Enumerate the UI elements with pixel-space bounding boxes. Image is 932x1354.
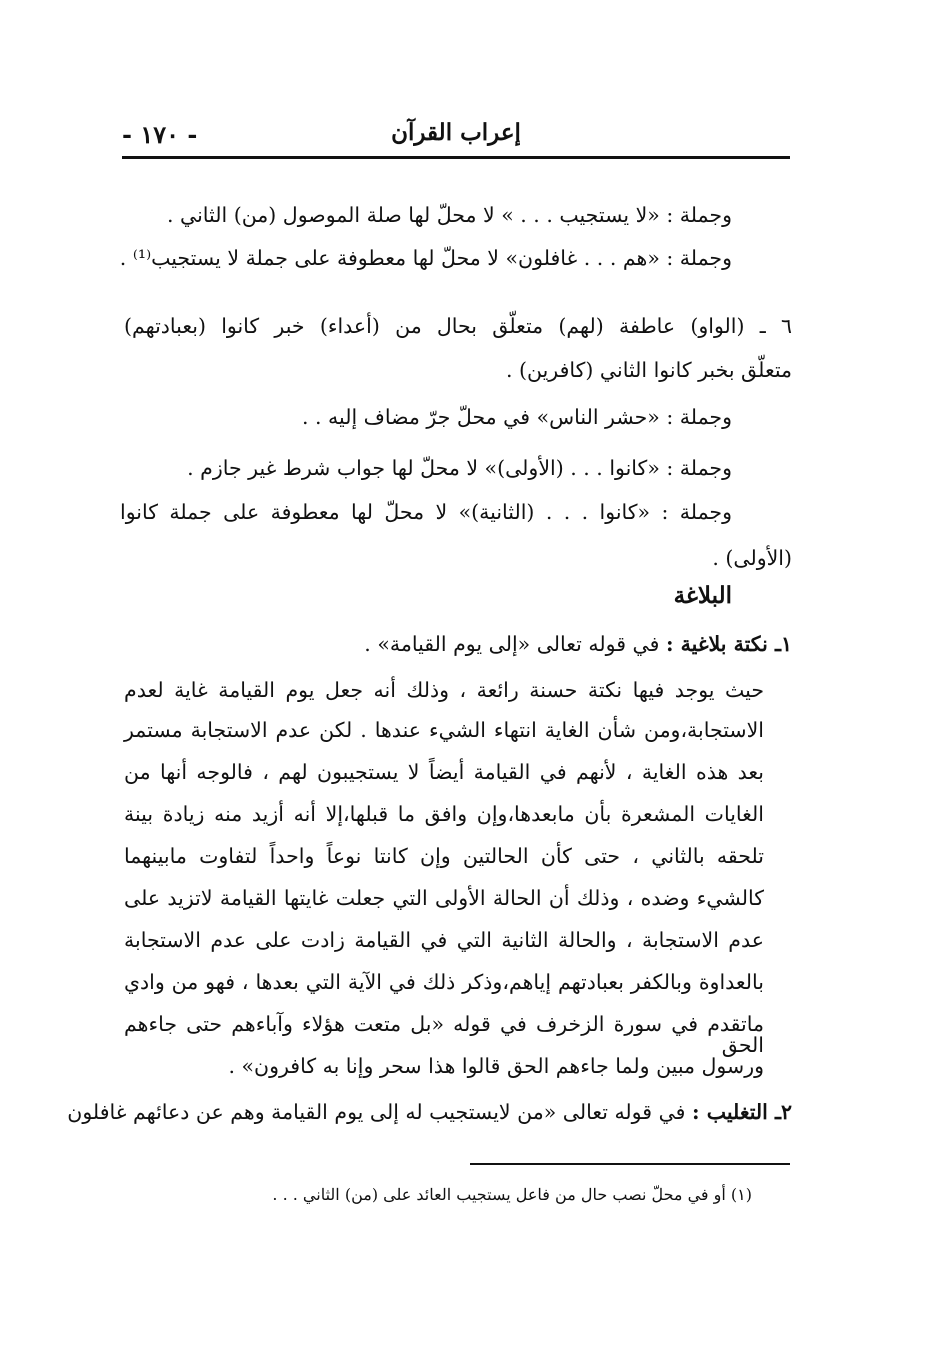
footnote-rule (470, 1163, 790, 1165)
paragraph-line: حيث يوجد فيها نكتة حسنة رائعة ، وذلك أنه جعل يوم القيامة غاية لعدم (124, 678, 764, 702)
text-line: وجملة : «حشر الناس» في محلّ جرّ مضاف إليه . . (301, 405, 732, 429)
paragraph-line: بالعداوة وبالكفر بعبادتهم إياهم،وذكر ذلك في الآية التي بعدها ، فهو من وادي (124, 970, 764, 994)
section-heading: البلاغة (673, 582, 732, 609)
item-2 (67, 1100, 792, 1132)
paragraph-line: الاستجابة،ومن شأن الغاية انتهاء الشيء عندها . لكن عدم الاستجابة مستمر (124, 718, 764, 742)
item-1-text: في قوله تعالى «إلى يوم القيامة» . (364, 632, 660, 656)
paragraph-line: بعد هذه الغاية ، لأنهم في القيامة أيضاً لا يستجيبون لهم ، فالوجه أنها من (124, 760, 764, 784)
text-line: وجملة : «كانوا . . . (الأولى)» لا محلّ لها جواب شرط غير جازم . (187, 456, 732, 480)
item-1 (364, 634, 792, 655)
text-line: متعلّق بخبر كانوا الثاني (كافرين) . (505, 358, 792, 382)
paragraph-line: كالشيء وضده ، وذلك أن الحالة الأولى التي جعلت غايتها القيامة لاتزيد على (124, 886, 764, 910)
paragraph-line: ورسول مبين ولما جاءهم الحق قالوا هذا سحر وإنا به كافرون» . (228, 1054, 764, 1078)
item-2-text: في قوله تعالى «من لايستجيب له إلى يوم القيامة وهم عن دعائهم غافلون (67, 1100, 686, 1124)
book-title: إعراب القرآن (391, 118, 521, 146)
header-rule (122, 156, 790, 159)
text-line: وجملة : «لا يستجيب . . . » لا محلّ لها صلة الموصول (من) الثاني . (166, 203, 732, 227)
text-line: وجملة : «هم . . . غافلون» لا محلّ لها معطوفة على جملة لا يستجيب⁽¹⁾ . (119, 246, 732, 270)
paragraph-line: تلحقه بالثاني ، حتى كأن الحالتين وإن كانتا نوعاً واحداً لتفاوت مابينهما (124, 844, 764, 868)
running-header (122, 112, 790, 152)
paragraph-line: عدم الاستجابة ، والحالة الثانية التي في القيامة زادت على عدم الاستجابة (124, 928, 764, 952)
footnote: (١) أو في محلّ نصب حال من فاعل يستجيب العائد على (من) الثاني . . . (272, 1185, 752, 1204)
paragraph-line: الغايات المشعرة بأن مابعدها،وإن وافق ما قبلها،إلا أنه أزيد منه زيادة بينة (124, 802, 764, 826)
page-number: - ١٧٠ - (122, 120, 198, 149)
text-line: ٦ ـ (الواو) عاطفة (لهم) متعلّق بحال من (أعداء) خبر كانوا (بعبادتهم) (124, 314, 792, 338)
paragraph-line: ماتقدم في سورة الزخرف في قوله «بل متعت هؤلاء وآباءهم حتى جاءهم الحق (124, 1012, 764, 1057)
item-2-label: ٢ـ التغليب : (692, 1100, 792, 1124)
item-1-label: ١ـ نكتة بلاغية : (665, 632, 792, 656)
text-line: (الأولى) . (712, 546, 792, 570)
text-line: وجملة : «كانوا . . . (الثانية)» لا محلّ لها معطوفة على جملة كانوا (120, 500, 732, 524)
